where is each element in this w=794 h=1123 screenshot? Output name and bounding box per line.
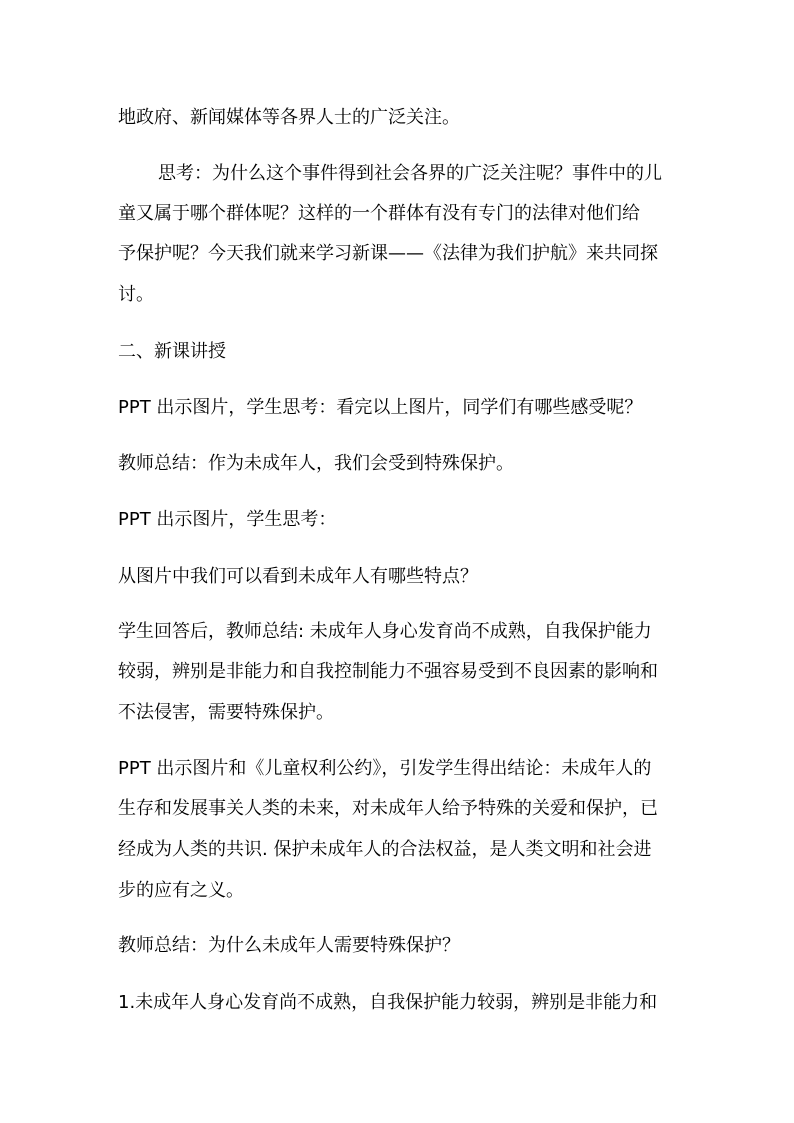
paragraph-line: 学生回答后，教师总结: 未成年人身心发育尚不成熟，自我保护能力 xyxy=(118,621,652,642)
paragraph-line: PPT 出示图片，学生思考：看完以上图片，同学们有哪些感受呢？ xyxy=(118,397,643,418)
paragraph-line: 步的应有之义。 xyxy=(118,880,244,901)
paragraph-line: 较弱，辨别是非能力和自我控制能力不强容易受到不良因素的影响和 xyxy=(118,661,658,682)
paragraph-line: 地政府、新闻媒体等各界人士的广泛关注。 xyxy=(118,107,460,128)
paragraph-line: 教师总结：为什么未成年人需要特殊保护？ xyxy=(118,935,460,956)
paragraph-line: 思考：为什么这个事件得到社会各界的广泛关注呢？事件中的儿 xyxy=(158,163,662,184)
paragraph-line: 予保护呢？今天我们就来学习新课——《法律为我们护航》来共同探 xyxy=(118,243,658,264)
paragraph-line: 童又属于哪个群体呢？这样的一个群体有没有专门的法律对他们给 xyxy=(118,203,640,224)
paragraph-line: 从图片中我们可以看到未成年人有哪些特点？ xyxy=(118,566,478,587)
paragraph-line: 不法侵害，需要特殊保护。 xyxy=(118,702,334,723)
paragraph-line: PPT 出示图片，学生思考： xyxy=(118,509,337,530)
paragraph-line: 经成为人类的共识. 保护未成年人的合法权益，是人类文明和社会进 xyxy=(118,839,652,860)
list-item: 1.未成年人身心发育尚不成熟，自我保护能力较弱，辨别是非能力和 xyxy=(118,992,658,1013)
section-heading: 二、新课讲授 xyxy=(118,341,226,362)
paragraph-line: PPT 出示图片和《儿童权利公约》，引发学生得出结论：未成年人的 xyxy=(118,758,652,779)
paragraph-line: 教师总结：作为未成年人，我们会受到特殊保护。 xyxy=(118,453,514,474)
paragraph-line: 生存和发展事关人类的未来，对未成年人给予特殊的关爱和保护，已 xyxy=(118,798,658,819)
paragraph-line: 讨。 xyxy=(118,284,154,305)
